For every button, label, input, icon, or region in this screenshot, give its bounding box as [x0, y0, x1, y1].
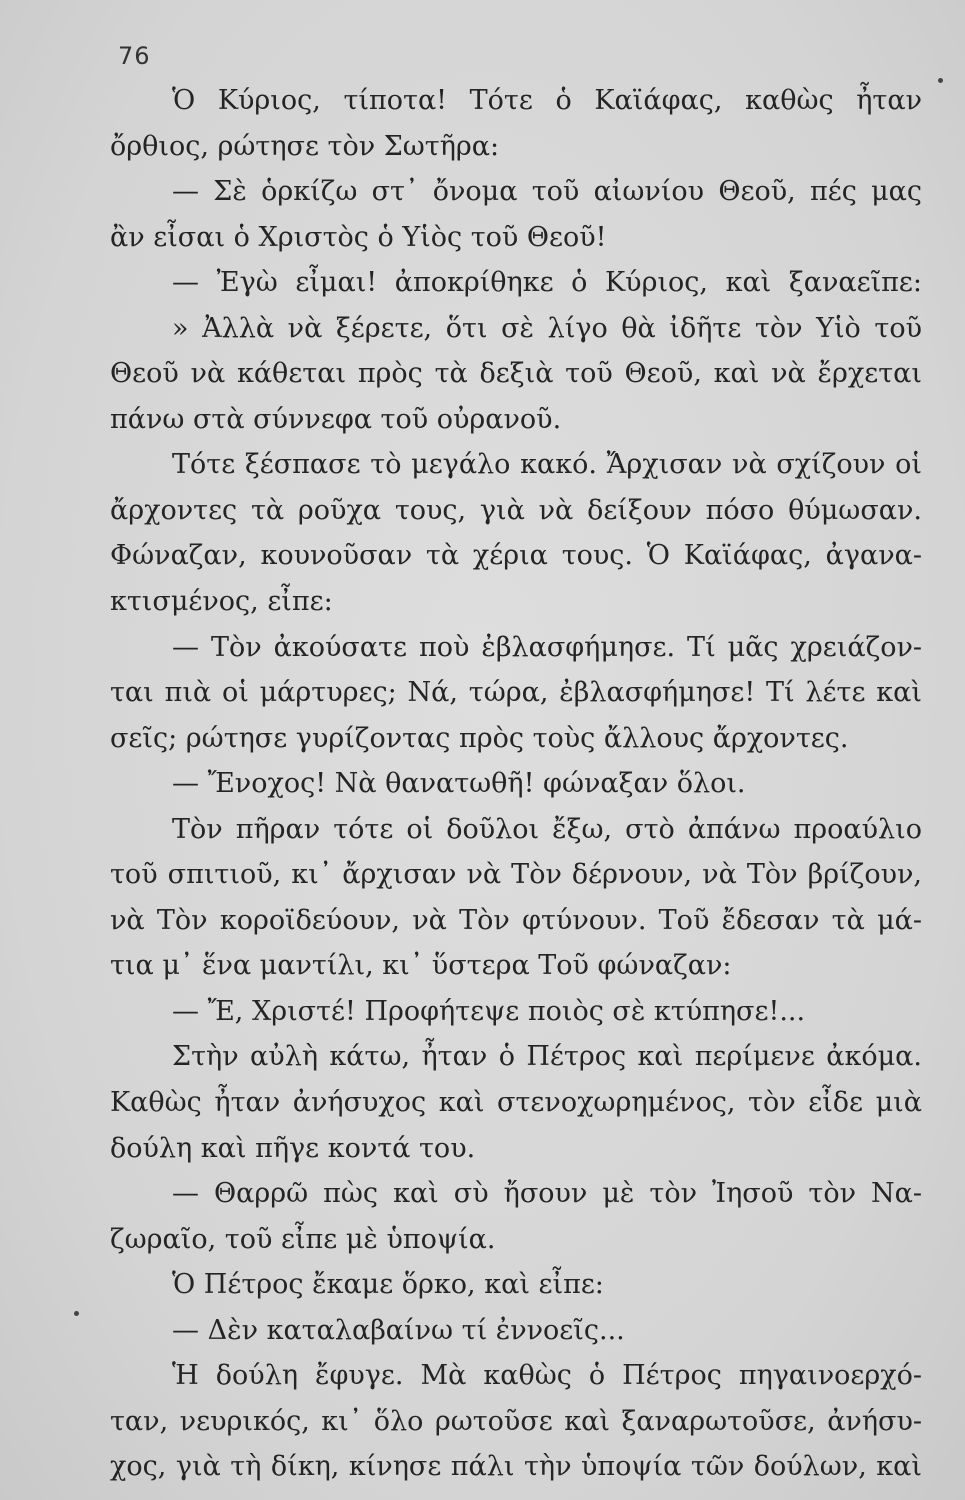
text-line: ζωραῖο, τοῦ εἶπε μὲ ὑποψία. — [110, 1223, 496, 1255]
text-line: κτισμένος, εἶπε: — [110, 586, 333, 618]
text-line: νὰ Τὸν κοροϊδεύουν, νὰ Τὸν φτύνουν. Τοῦ ἔδεσαν τὰ μά- — [110, 904, 922, 936]
text-line: Ἡ δούλη ἔφυγε. Μὰ καθὼς ὁ Πέτρος πηγαινοερχό- — [172, 1360, 922, 1392]
text-line: χος, γιὰ τὴ δίκη, κίνησε πάλι τὴν ὑποψία τῶν δούλων, καὶ — [110, 1451, 922, 1483]
text-line: ται πιὰ οἱ μάρτυρες; Νά, τώρα, ἐβλασφήμησε! Τί λέτε καὶ — [110, 677, 922, 709]
text-line: ἄρχοντες τὰ ροῦχα τους, γιὰ νὰ δείξουν πόσο θύμωσαν. — [110, 494, 922, 526]
text-line: — Ἐγὼ εἶμαι! ἀποκρίθηκε ὁ Κύριος, καὶ ξαναεῖπε: — [172, 267, 922, 299]
text-line: — Ἔ, Χριστέ! Προφήτεψε ποιὸς σὲ κτύπησε!... — [172, 995, 806, 1027]
text-line: Θεοῦ νὰ κάθεται πρὸς τὰ δεξιὰ τοῦ Θεοῦ, καὶ νὰ ἔρχεται — [110, 358, 922, 390]
text-line: ἂν εἶσαι ὁ Χριστὸς ὁ Υἱὸς τοῦ Θεοῦ! — [110, 221, 607, 253]
text-line: — Ἔνοχος! Νὰ θανατωθῆ! φώναξαν ὅλοι. — [172, 768, 746, 800]
page-number: 76 — [118, 42, 151, 70]
print-speck — [74, 1311, 79, 1316]
text-line: — Τὸν ἀκούσατε ποὺ ἐβλασφήμησε. Τί μᾶς χρειάζον- — [172, 631, 922, 663]
text-line: δούλη καὶ πῆγε κοντά του. — [110, 1132, 476, 1164]
text-line: Στὴν αὐλὴ κάτω, ἦταν ὁ Πέτρος καὶ περίμενε ἀκόμα. — [172, 1041, 922, 1073]
body-text — [110, 78, 922, 1490]
text-line: Τὸν πῆραν τότε οἱ δοῦλοι ἔξω, στὸ ἀπάνω προαύλιο — [172, 813, 922, 845]
print-speck — [938, 78, 943, 83]
text-line: τια μ᾽ ἕνα μαντίλι, κι᾽ ὕστερα Τοῦ φώναζαν: — [110, 950, 732, 982]
text-line: — Σὲ ὁρκίζω στ᾽ ὄνομα τοῦ αἰωνίου Θεοῦ, πές μας — [172, 176, 922, 208]
text-line: — Δὲν καταλαβαίνω τί ἐννοεῖς... — [172, 1314, 625, 1346]
text-line: Καθὼς ἦταν ἀνήσυχος καὶ στενοχωρημένος, τὸν εἶδε μιὰ — [110, 1087, 922, 1119]
text-line: ὄρθιος, ρώτησε τὸν Σωτῆρα: — [110, 130, 500, 162]
text-line: Ὁ Κύριος, τίποτα! Τότε ὁ Καϊάφας, καθὼς ἦταν — [172, 85, 922, 116]
text-line: Ὁ Πέτρος ἔκαμε ὅρκο, καὶ εἶπε: — [172, 1269, 604, 1301]
text-line: Τότε ξέσπασε τὸ μεγάλο κακό. Ἄρχισαν νὰ σχίζουν οἱ — [172, 449, 922, 481]
text-line: — Θαρρῶ πὼς καὶ σὺ ἤσουν μὲ τὸν Ἰησοῦ τὸν Να- — [172, 1178, 922, 1210]
text-line: σεῖς; ρώτησε γυρίζοντας πρὸς τοὺς ἄλλους ἄρχοντες. — [110, 722, 849, 754]
text-line: ταν, νευρικός, κι᾽ ὅλο ρωτοῦσε καὶ ξαναρωτοῦσε, ἀνήσυ- — [110, 1405, 922, 1437]
text-line: τοῦ σπιτιοῦ, κι᾽ ἄρχισαν νὰ Τὸν δέρνουν, νὰ Τὸν βρίζουν, — [110, 859, 922, 891]
text-line: » Ἀλλὰ νὰ ξέρετε, ὅτι σὲ λίγο θὰ ἰδῆτε τὸν Υἱὸ τοῦ — [172, 312, 922, 344]
text-line: πάνω στὰ σύννεφα τοῦ οὐρανοῦ. — [110, 403, 562, 435]
text-line: Φώναζαν, κουνοῦσαν τὰ χέρια τους. Ὁ Καϊάφας, ἀγανα- — [110, 540, 922, 572]
